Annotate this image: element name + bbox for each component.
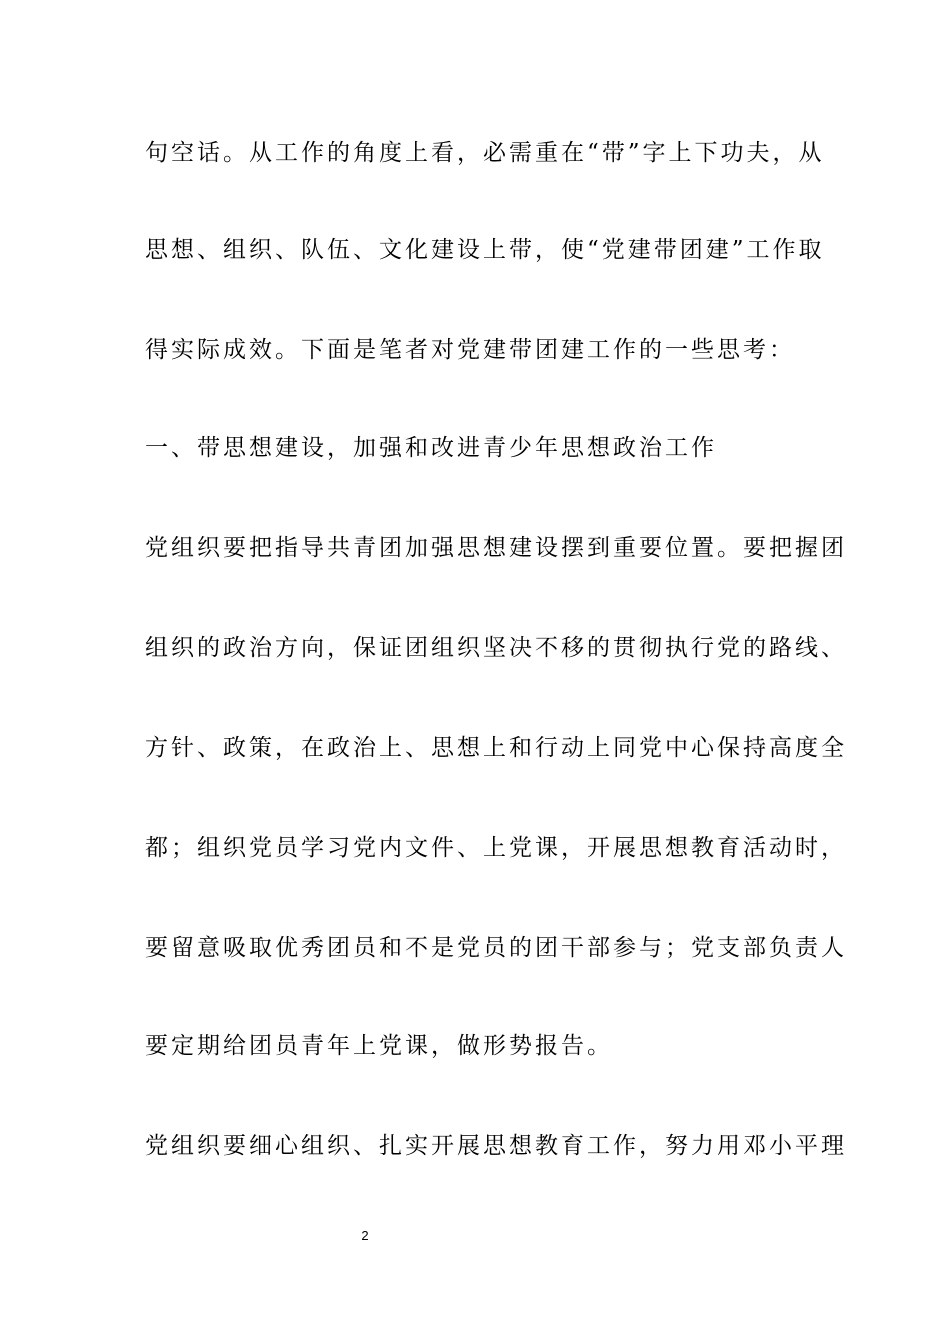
text-line: 组织的政治方向，保证团组织坚决不移的贯彻执行党的路线、 [145,635,847,661]
section-heading: 一、带思想建设，加强和改进青少年思想政治工作 [145,435,717,461]
text-line: 要留意吸取优秀团员和不是党员的团干部参与；党支部负责人 [145,935,847,961]
text-line: 句空话。从工作的角度上看，必需重在“带”字上下功夫，从 [145,140,825,166]
page-number: 2 [361,1228,369,1243]
text-line: 得实际成效。下面是笔者对党建带团建工作的一些思考： [145,337,795,363]
text-line: 都；组织党员学习党内文件、上党课，开展思想教育活动时， [145,835,847,861]
text-line: 党组织要细心组织、扎实开展思想教育工作，努力用邓小平理 [145,1133,847,1159]
text-line: 要定期给团员青年上党课，做形势报告。 [145,1033,613,1059]
text-line: 思想、组织、队伍、文化建设上带，使“党建带团建”工作取 [145,237,825,263]
text-line: 党组织要把指导共青团加强思想建设摆到重要位置。要把握团 [145,535,847,561]
text-line: 方针、政策，在政治上、思想上和行动上同党中心保持高度全 [145,735,847,761]
